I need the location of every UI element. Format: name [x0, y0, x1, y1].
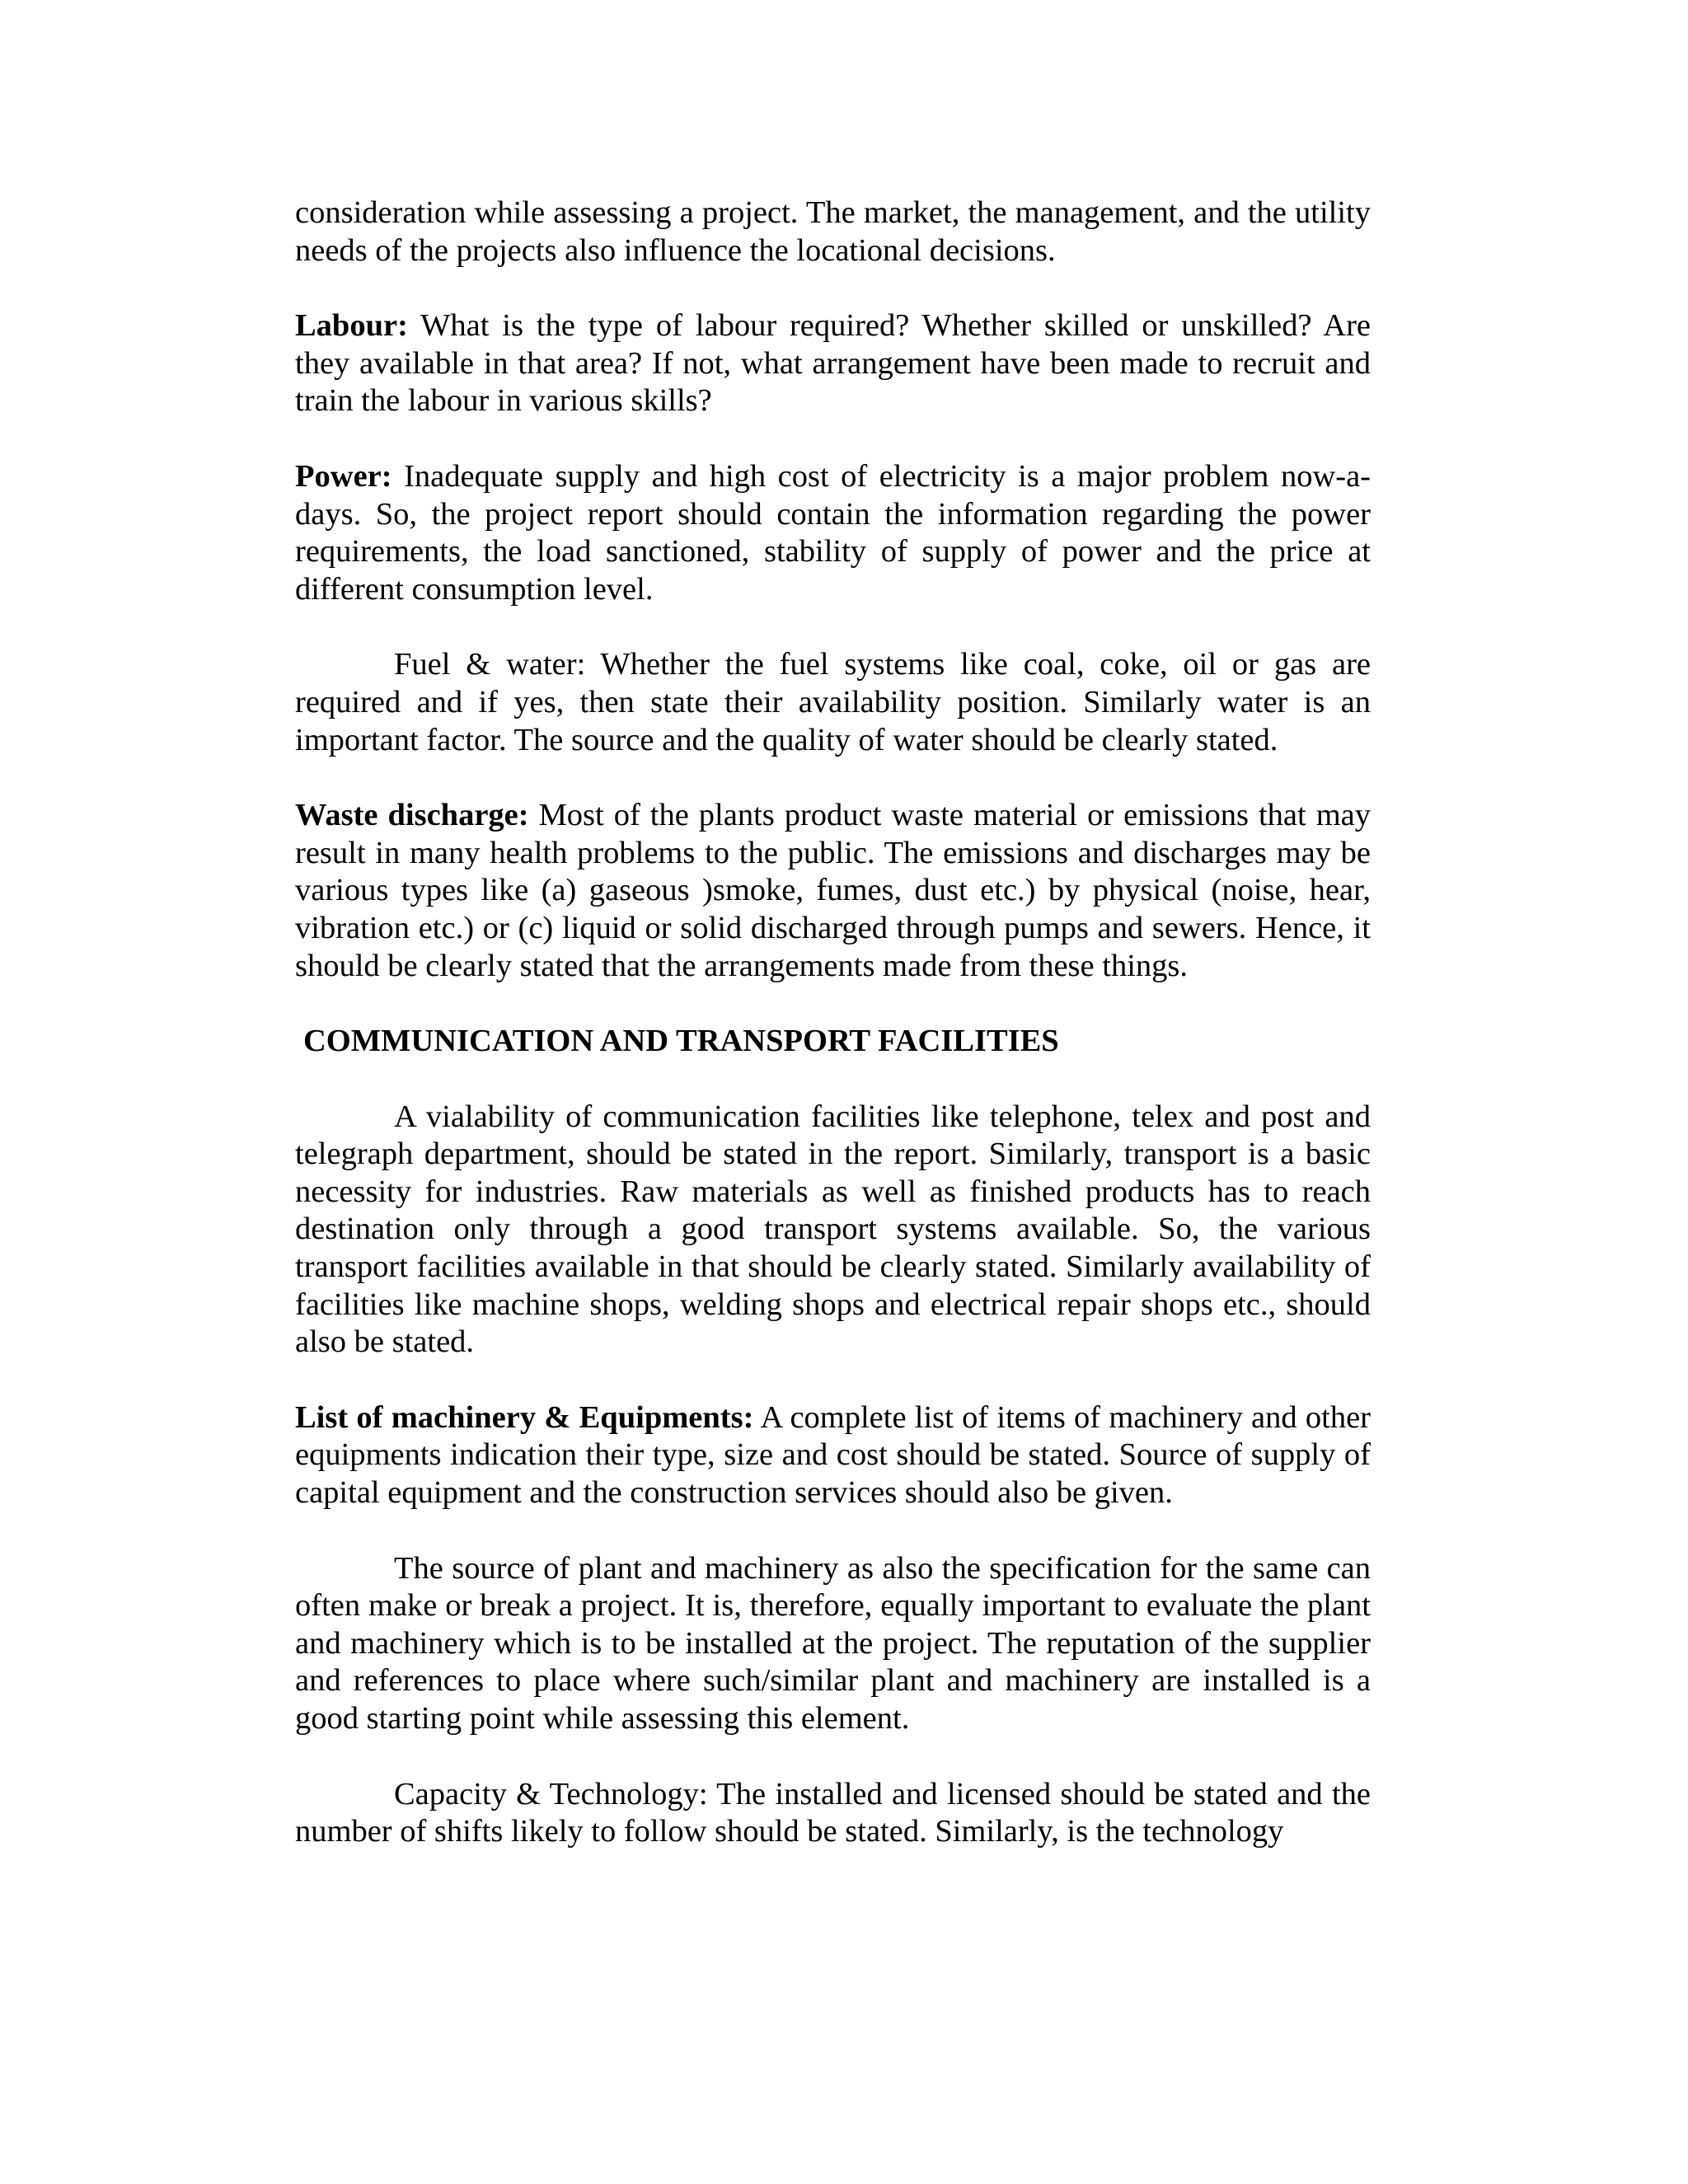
- power-label: Power:: [295, 458, 392, 494]
- waste-discharge-label: Waste discharge:: [295, 798, 529, 833]
- power-text: Inadequate supply and high cost of electricity is a major problem now-a-days. So, the project report should contain the information regarding the power requirements, the load sanctioned, stability of supply of power and the price at different consumption level.: [295, 458, 1371, 607]
- labour-label: Labour:: [295, 308, 408, 344]
- machinery-text: A complete list of items of machinery and other equipments indication their type, size and cost should be stated. Source of supply of capital equipment and the construction services should also be given.: [295, 1399, 1371, 1511]
- labour-text: What is the type of labour required? Whether skilled or unskilled? Are they available in that area? If not, what arrangement have been made to recruit and train the labour in various skills?: [295, 308, 1371, 419]
- section-heading: COMMUNICATION AND TRANSPORT FACILITIES: [303, 1024, 1059, 1059]
- paragraph-power: [295, 458, 1371, 608]
- paragraph-plant-source: The source of plant and machinery as also the specification for the same can often make or break a project. It is, therefore, equally important to evaluate the plant and machinery which is to be installed at the project. The reputation of the supplier and references to place where such/similar plant and machinery are installed is a good starting point while assessing this element.: [295, 1550, 1371, 1736]
- document-page: [295, 194, 1371, 1851]
- paragraph-communication: A vialability of communication facilities like telephone, telex and post and telegraph department, should be stated in the report. Similarly, transport is a basic necessity for industries. Raw materials as well as finished products has to reach destination only through a good transport systems available. So, the various transport facilities available in that should be clearly stated. Similarly availability of facilities like machine shops, welding shops and electrical repair shops etc., should also be stated.: [295, 1099, 1371, 1360]
- paragraph-labour: [295, 307, 1371, 420]
- paragraph-intro: consideration while assessing a project. The market, the management, and the utility needs of the projects also influence the locational decisions.: [295, 195, 1371, 268]
- waste-discharge-text: Most of the plants product waste material or emissions that may result in many health problems to the public. The emissions and discharges may be various types like (a) gaseous )smoke, fumes, dust etc.) by physical (noise, hear, vibration etc.) or (c) liquid or solid discharged through pumps and sewers. Hence, it should be clearly stated that the arrangements made from these things.: [295, 798, 1371, 983]
- machinery-label: List of machinery & Equipments:: [295, 1399, 754, 1435]
- paragraph-waste-discharge: [295, 797, 1371, 985]
- paragraph-fuel-water: Fuel & water: Whether the fuel systems like coal, coke, oil or gas are required and if yes, then state their availability position. Similarly water is an important factor. The source and the quality of water should be clearly stated.: [295, 647, 1371, 757]
- paragraph-capacity-technology: Capacity & Technology: The installed and licensed should be stated and the number of shifts likely to follow should be stated. Similarly, is the technology: [295, 1776, 1371, 1849]
- paragraph-machinery: [295, 1399, 1371, 1512]
